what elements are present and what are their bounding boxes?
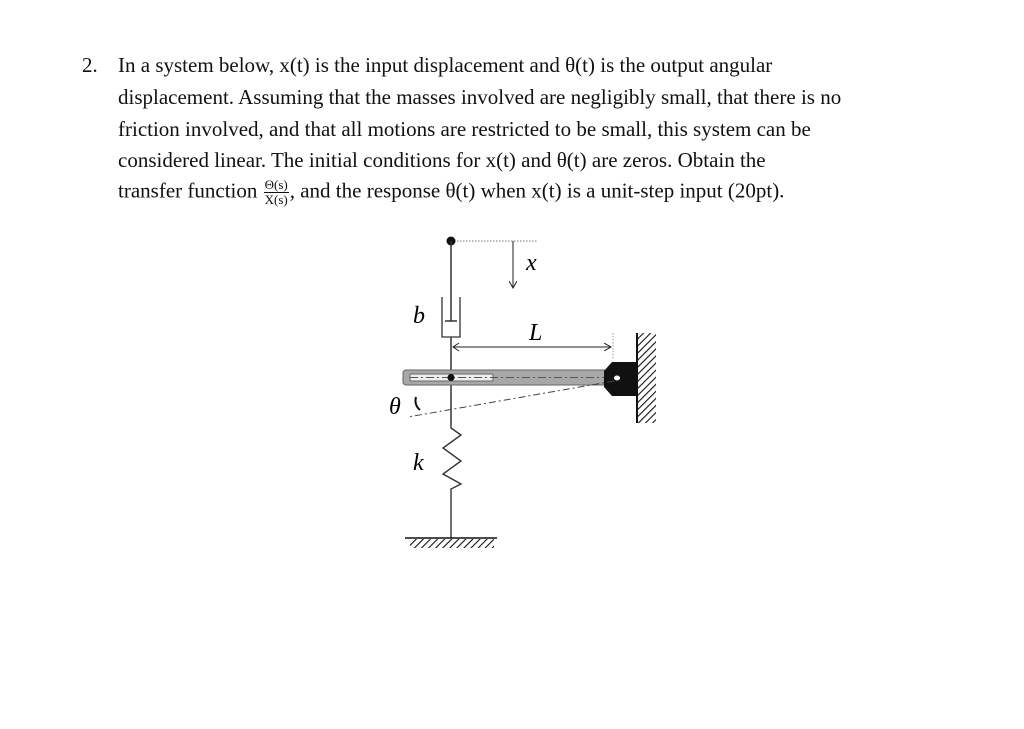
pivot-block <box>604 362 637 396</box>
problem-text-line-2: displacement. Assuming that the masses involved are negligibly small, that there is no <box>118 85 842 109</box>
rotated-position-line <box>408 381 614 417</box>
problem-text-line-4: considered linear. The initial conditions for x(t) and θ(t) are zeros. Obtain the <box>118 148 766 172</box>
fraction-denominator: X(s) <box>264 192 288 207</box>
label-b: b <box>413 303 425 329</box>
ground-hatch <box>410 539 494 548</box>
problem-text-line-1: In a system below, x(t) is the input displacement and θ(t) is the output angular <box>118 53 773 77</box>
pivot-pin <box>614 376 620 381</box>
problem-text-line-3: friction involved, and that all motions are restricted to be small, this system can be <box>118 117 811 141</box>
fraction-numerator: Θ(s) <box>264 177 288 192</box>
text-before-fraction: transfer function <box>118 178 263 203</box>
rod-joint <box>448 374 455 381</box>
label-x: x <box>526 250 537 276</box>
label-k: k <box>413 450 424 476</box>
theta-arrow <box>416 397 421 410</box>
spring-k <box>443 425 461 538</box>
problem-number: 2. <box>82 53 98 77</box>
text-after-fraction: , and the response θ(t) when x(t) is a unit-step input (20pt). <box>289 178 785 203</box>
label-L: L <box>529 320 543 346</box>
label-theta: θ <box>389 394 401 420</box>
wall <box>637 333 656 423</box>
